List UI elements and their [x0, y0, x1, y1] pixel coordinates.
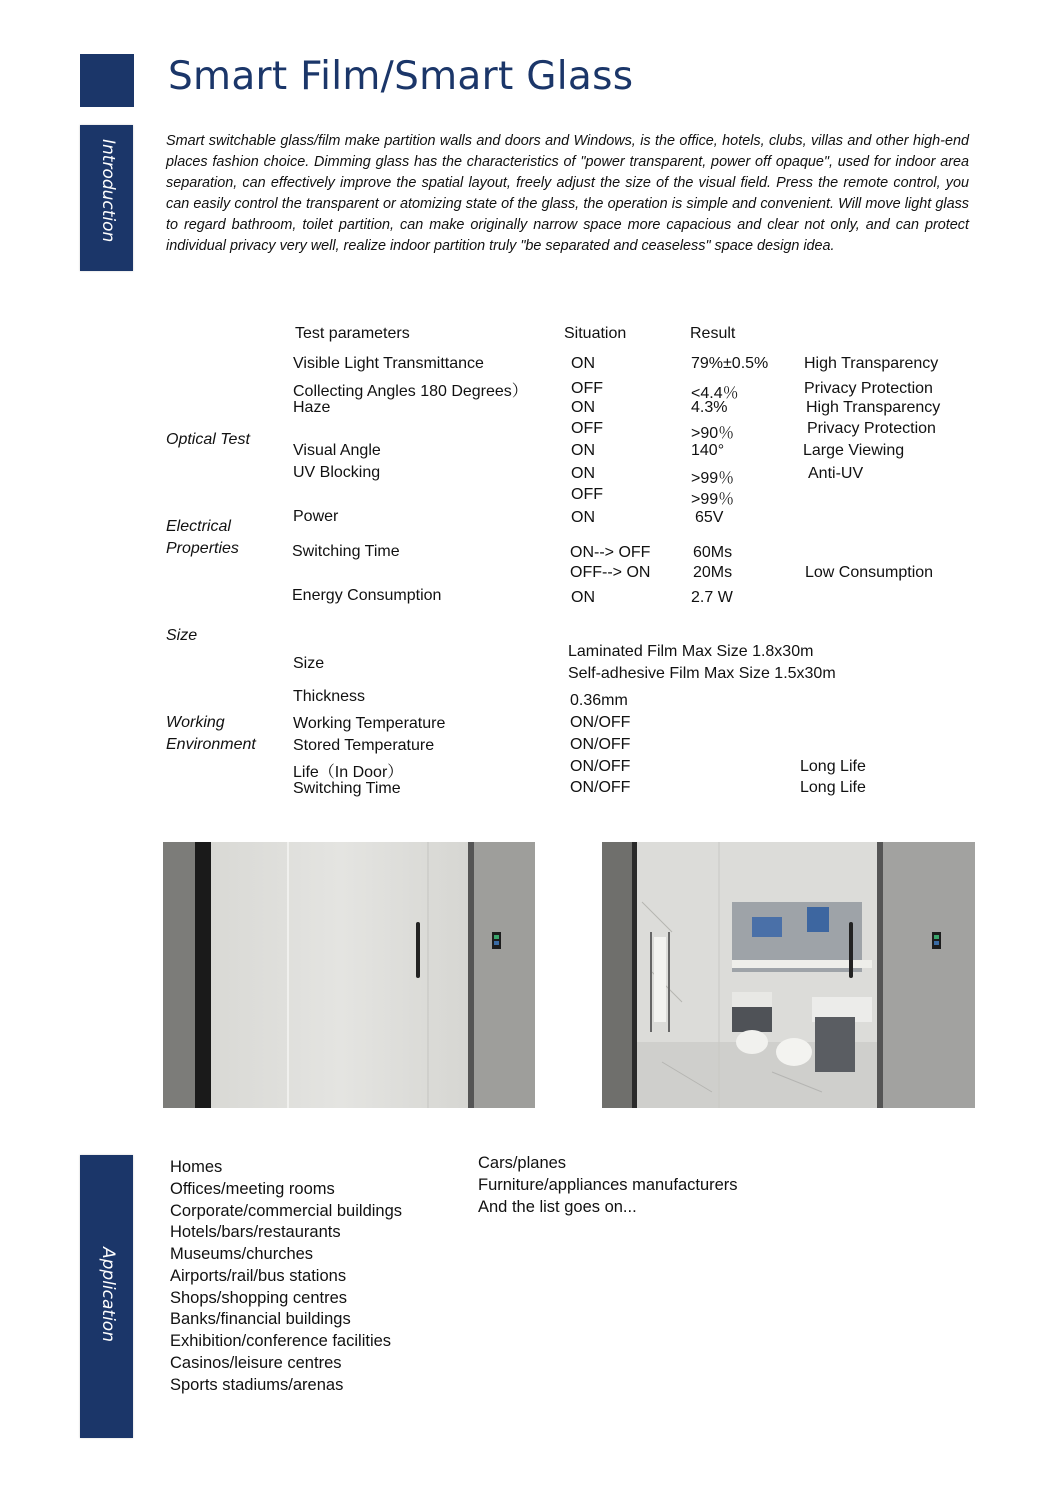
spec-result: 20Ms [693, 564, 733, 581]
spec-result: >99％ [691, 470, 735, 487]
spec-result: 65V [695, 509, 724, 526]
smart-glass-transparent-photo [602, 842, 975, 1108]
application-list-item: Sports stadiums/arenas [170, 1376, 344, 1394]
spec-situation: ON [571, 465, 595, 482]
spec-situation: ON/OFF [570, 736, 631, 753]
spec-note: Privacy Protection [804, 380, 933, 397]
spec-result: 79%±0.5% [691, 355, 769, 372]
header-test-parameters: Test parameters [295, 325, 410, 342]
application-list-item: Homes [170, 1158, 223, 1176]
spec-result: 4.3% [691, 399, 728, 416]
introduction-paragraph: Smart switchable glass/film make partition walls and doors and Windows, is the office, hotels, clubs, villas and other high-end places fashion choice. Dimming glass has the characteristics of "power transparent, power off opaque", used for indoor area separation, can effectively improve the spatial layout, freely adjust the size of the visual field. Press the remote control, you can easily control the transparent or atomizing state of the glass, the operation is simple and convenient. Will move light glass to regard bathroom, toilet partition, can make originally narrow space more capacious and clear not only, and can protect individual privacy very well, realize indoor partition truly "be separated and ceaseless" space design idea. [166, 133, 969, 254]
spec-situation: OFF--> ON [570, 564, 651, 581]
spec-param: Life（In Door） [293, 764, 404, 781]
spec-param: Energy Consumption [292, 587, 442, 604]
category-working-line1: Working [166, 714, 225, 731]
spec-situation: ON [571, 589, 595, 606]
spec-param: Collecting Angles 180 Degrees） [293, 383, 528, 400]
application-list-item: Casinos/leisure centres [170, 1354, 342, 1372]
spec-param: Stored Temperature [293, 737, 435, 754]
spec-situation: ON/OFF [570, 758, 631, 775]
spec-param: UV Blocking [293, 464, 381, 481]
smart-glass-opaque-photo [163, 842, 535, 1108]
category-working-line2: Environment [166, 736, 256, 753]
application-list-item: Offices/meeting rooms [170, 1180, 335, 1198]
spec-result: <4.4％ [691, 385, 739, 402]
spec-param: Haze [293, 399, 331, 416]
category-electrical-line2: Properties [166, 540, 239, 557]
spec-param: Switching Time [292, 543, 400, 560]
spec-situation: OFF [571, 420, 603, 437]
spec-situation: ON [571, 509, 595, 526]
category-electrical-line1: Electrical [166, 518, 231, 535]
spec-result: 140° [691, 442, 725, 459]
spec-result: 60Ms [693, 544, 733, 561]
spec-situation: OFF [571, 486, 603, 503]
spec-note: Long Life [800, 779, 866, 796]
application-list-item: Airports/rail/bus stations [170, 1267, 347, 1285]
spec-situation: Laminated Film Max Size 1.8x30m [568, 643, 814, 660]
spec-situation: ON [571, 399, 595, 416]
application-tab-label: Application [97, 1247, 118, 1342]
spec-note: High Transparency [806, 399, 941, 416]
spec-situation: ON [571, 355, 595, 372]
spec-param: Power [293, 508, 339, 525]
application-list-item: And the list goes on... [478, 1198, 637, 1216]
header-result: Result [690, 325, 736, 342]
application-list-item: Cars/planes [478, 1154, 567, 1172]
spec-situation: 0.36mm [570, 692, 628, 709]
spec-note: High Transparency [804, 355, 939, 372]
header-accent-block [80, 54, 134, 107]
spec-situation: OFF [571, 380, 603, 397]
spec-param: Switching Time [293, 780, 401, 797]
application-list-item: Furniture/appliances manufacturers [478, 1176, 738, 1194]
application-list-item: Hotels/bars/restaurants [170, 1223, 341, 1241]
transparent-glass-bathroom-image [602, 842, 975, 1108]
page-title: Smart Film/Smart Glass [168, 54, 634, 99]
spec-situation: ON [571, 442, 595, 459]
application-list-item: Shops/shopping centres [170, 1289, 348, 1307]
spec-situation: Self-adhesive Film Max Size 1.5x30m [568, 665, 836, 682]
opaque-glass-door-image [163, 842, 535, 1108]
application-list-item: Museums/churches [170, 1245, 314, 1263]
spec-param: Working Temperature [293, 715, 446, 732]
application-list-item: Corporate/commercial buildings [170, 1202, 403, 1220]
spec-param: Size [293, 655, 325, 672]
introduction-section-tab [80, 125, 133, 271]
introduction-tab-label: Introduction [97, 139, 118, 243]
category-optical-test: Optical Test [166, 431, 250, 448]
spec-note: Privacy Protection [807, 420, 936, 437]
spec-note: Low Consumption [805, 564, 934, 581]
spec-situation: ON/OFF [570, 714, 631, 731]
spec-result: 2.7 W [691, 589, 733, 606]
application-list-item: Banks/financial buildings [170, 1310, 351, 1328]
spec-result: >90％ [691, 425, 735, 442]
application-list-item: Exhibition/conference facilities [170, 1332, 392, 1350]
spec-param: Thickness [293, 688, 366, 705]
spec-result: >99％ [691, 491, 735, 508]
spec-note: Anti-UV [808, 465, 864, 482]
spec-situation: ON--> OFF [570, 544, 651, 561]
spec-situation: ON/OFF [570, 779, 631, 796]
category-size: Size [166, 627, 198, 644]
application-section-tab [80, 1155, 133, 1438]
spec-note: Long Life [800, 758, 866, 775]
spec-param: Visible Light Transmittance [293, 355, 484, 372]
spec-param: Visual Angle [293, 442, 381, 459]
spec-note: Large Viewing [803, 442, 905, 459]
header-situation: Situation [564, 325, 627, 342]
